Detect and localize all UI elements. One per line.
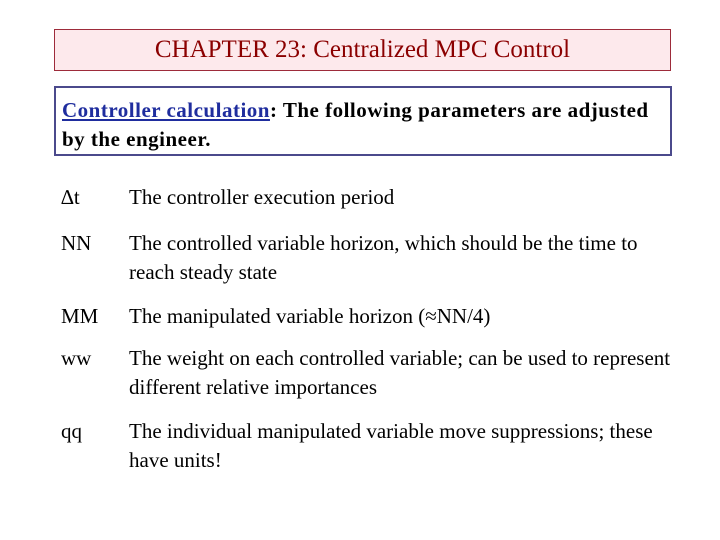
parameter-description: The weight on each controlled variable; can be used to represent different relative importances: [129, 346, 671, 399]
parameter-description: The controlled variable horizon, which should be the time to reach steady state: [129, 231, 638, 284]
parameter-description: The individual manipulated variable move suppressions; these have units!: [129, 419, 653, 472]
parameter-symbol: MM: [61, 304, 99, 328]
intro-box: [54, 86, 672, 156]
parameter-description: The controller execution period: [129, 185, 395, 209]
slide-title-box: [54, 29, 671, 71]
intro-text: [62, 96, 664, 154]
parameter-description: The manipulated variable horizon (≈NN/4): [129, 304, 491, 328]
slide-title: CHAPTER 23: Centralized MPC Control: [154, 36, 571, 63]
intro-rest: : The following parameters are adjusted by the engineer.: [62, 98, 649, 151]
parameter-symbol: NN: [61, 231, 92, 255]
parameter-symbol: qq: [61, 419, 82, 443]
parameter-symbol: ∆t: [61, 185, 80, 209]
intro-lead: Controller calculation: [62, 98, 270, 122]
parameter-symbol: ww: [61, 346, 92, 370]
